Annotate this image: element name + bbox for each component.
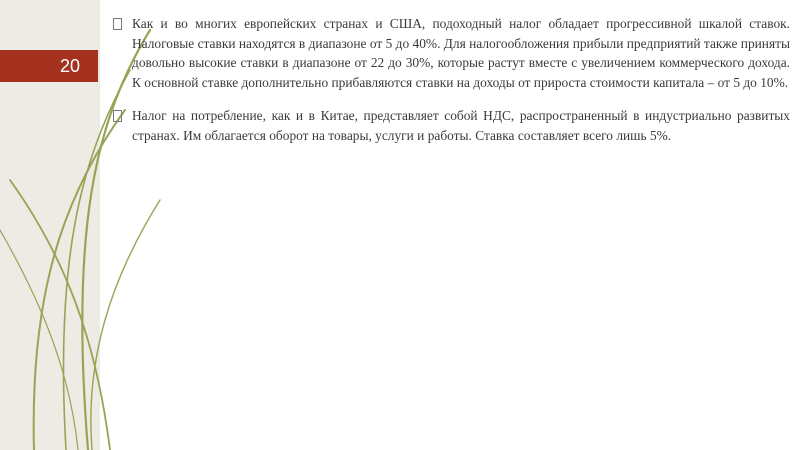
- decor-curve: [34, 110, 125, 450]
- square-bullet-icon: [113, 18, 122, 30]
- slide-number-badge: [0, 50, 98, 82]
- slide-number: 20: [59, 56, 80, 76]
- paragraph-text: Как и во многих европейских странах и США, подоходный налог обладает прогрессивной шкалой ставок. Налоговые ставки находятся в диапазоне от 5 до 40%. Для налогообложения прибыли предприятий также приняты довольно высокие ставки в диапазоне от 22 до 30%, которые растут вместе с увеличением коммерческого дохода. К основной ставке дополнительно прибавляются ставки на доходы от прироста стоимости капитала – от 5 до 10%.: [132, 16, 790, 90]
- bullet-item: [112, 14, 790, 92]
- decor-curve: [10, 180, 110, 450]
- bullet-item: [112, 106, 790, 145]
- decor-curve: [91, 200, 160, 450]
- slide-content: [112, 14, 790, 159]
- square-bullet-icon: [113, 110, 122, 122]
- paragraph-text: Налог на потребление, как и в Китае, представляет собой НДС, распространенный в индустриально развитых странах. Им облагается оборот на товары, услуги и работы. Ставка составляет всего лишь 5%.: [132, 108, 790, 143]
